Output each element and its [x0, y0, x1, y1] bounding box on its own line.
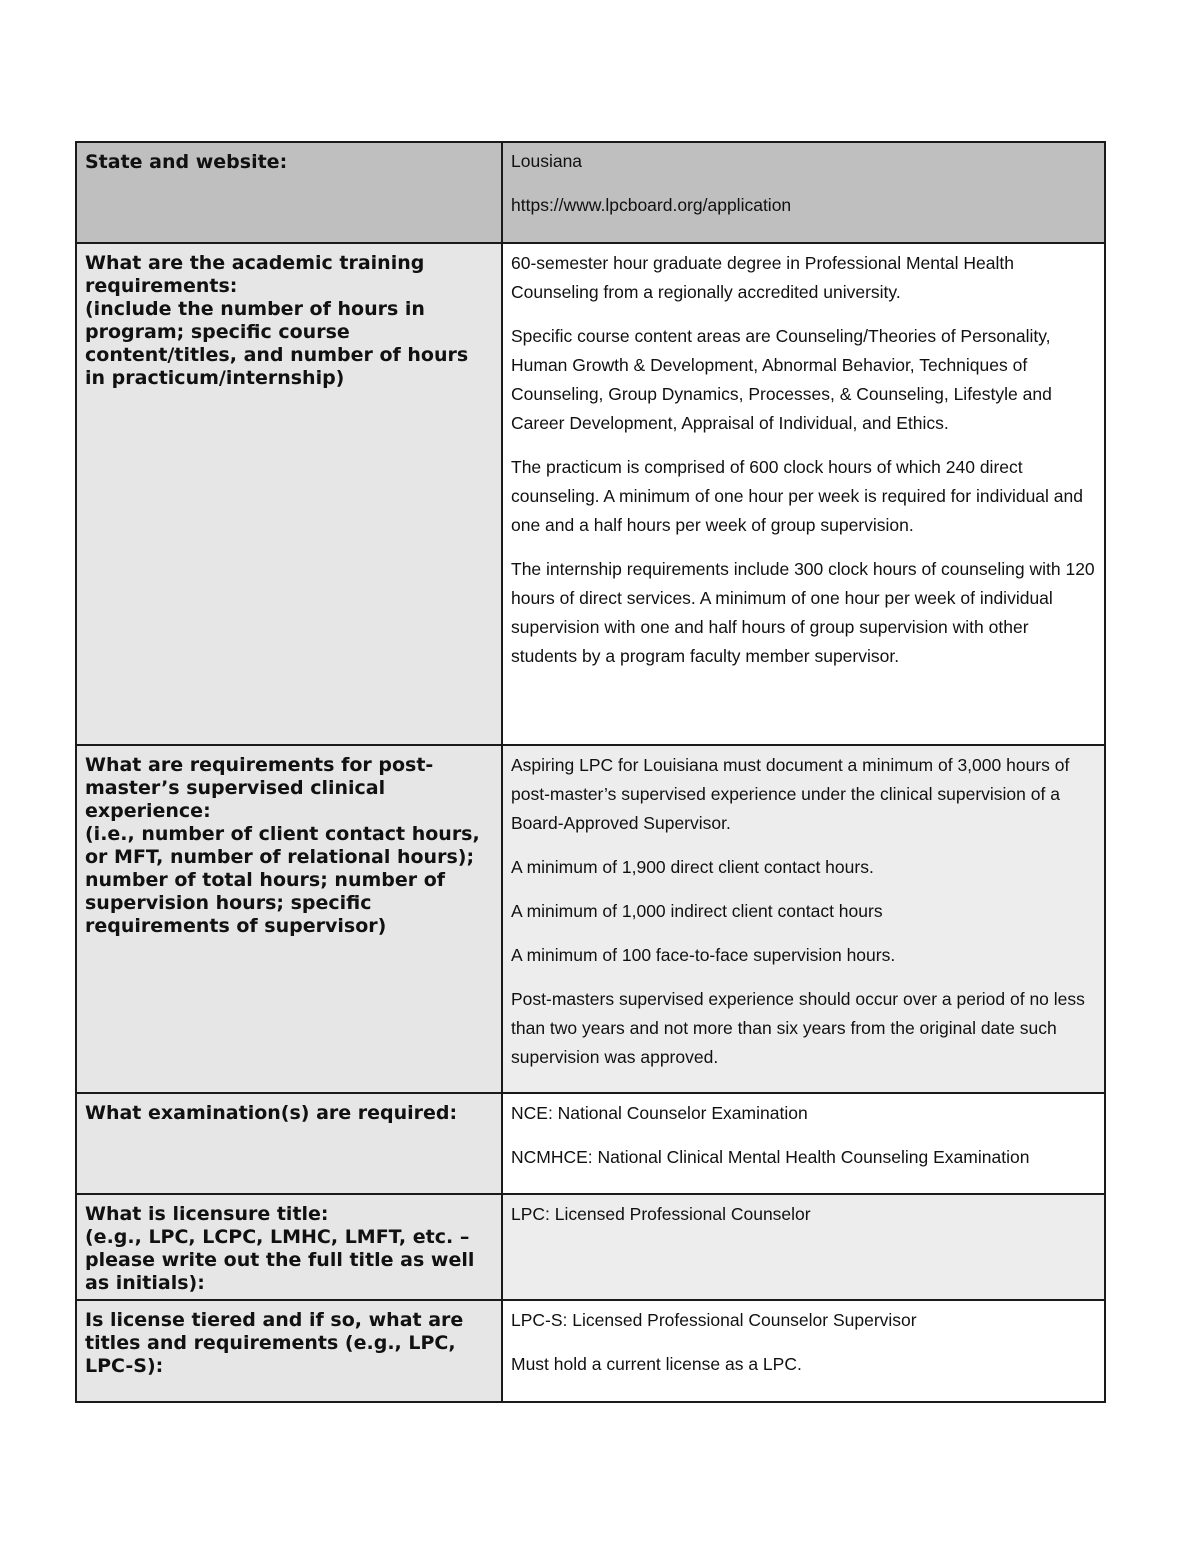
answer-paragraph: A minimum of 1,900 direct client contact hours.	[511, 857, 874, 877]
question-text: What is licensure title: (e.g., LPC, LCPC, LMHC, LMFT, etc. – please write out the full title as well as initials):	[85, 1203, 475, 1294]
answer-list	[503, 746, 1104, 1072]
question-text: What are the academic training requirements: (include the number of hours in program; specific course content/titles, and number of hours in practicum/internship)	[85, 252, 469, 389]
question-text: Is license tiered and if so, what are titles and requirements (e.g., LPC, LPC-S):	[85, 1309, 464, 1377]
answer-list	[503, 244, 1104, 671]
table-row	[76, 1093, 1105, 1194]
question-text: What are requirements for post-master’s supervised clinical experience: (i.e., number of client contact hours, or MFT, number of relational hours); number of total hours; number of supervision hours; specific requirements of supervisor)	[85, 754, 480, 937]
question-cell	[76, 1093, 502, 1194]
table-row	[76, 1194, 1105, 1300]
question-text: State and website:	[85, 151, 288, 173]
answer-paragraph: A minimum of 1,000 indirect client contact hours	[511, 901, 883, 921]
table-row	[76, 243, 1105, 745]
answer-list	[503, 1301, 1104, 1379]
answer-paragraph: The practicum is comprised of 600 clock hours of which 240 direct counseling. A minimum of one hour per week is required for individual and one and a half hours per week of group supervision.	[511, 457, 1083, 535]
answer-paragraph: NCMHCE: National Clinical Mental Health Counseling Examination	[511, 1147, 1030, 1167]
answer-cell	[502, 1300, 1105, 1402]
answer-cell	[502, 1093, 1105, 1194]
answer-paragraph: NCE: National Counselor Examination	[511, 1103, 808, 1123]
answer-paragraph: Specific course content areas are Counseling/Theories of Personality, Human Growth & Development, Abnormal Behavior, Techniques of Counseling, Group Dynamics, Processes, & Counseling, Lifestyle and Career Development, Appraisal of Individual, and Ethics.	[511, 326, 1052, 433]
answer-paragraph: Aspiring LPC for Louisiana must document a minimum of 3,000 hours of post-master’s supervised experience under the clinical supervision of a Board-Approved Supervisor.	[511, 755, 1070, 833]
requirements-table	[75, 141, 1106, 1403]
answer-paragraph: Post-masters supervised experience should occur over a period of no less than two years and not more than six years from the original date such supervision was approved.	[511, 989, 1085, 1067]
answer-cell	[502, 243, 1105, 745]
answer-paragraph: A minimum of 100 face-to-face supervision hours.	[511, 945, 896, 965]
answer-paragraph: The internship requirements include 300 clock hours of counseling with 120 hours of direct services. A minimum of one hour per week of individual supervision with one and half hours of group supervision with other students by a program faculty member supervisor.	[511, 559, 1095, 666]
question-cell	[76, 243, 502, 745]
question-cell	[76, 142, 502, 243]
question-text: What examination(s) are required:	[85, 1102, 458, 1124]
question-cell	[76, 745, 502, 1093]
answer-paragraph: Lousiana	[511, 151, 583, 171]
answer-cell	[502, 1194, 1105, 1300]
answer-paragraph: LPC-S: Licensed Professional Counselor Supervisor	[511, 1310, 917, 1330]
question-cell	[76, 1300, 502, 1402]
table-body	[76, 142, 1105, 1402]
answer-paragraph: https://www.lpcboard.org/application	[511, 195, 792, 215]
answer-paragraph: LPC: Licensed Professional Counselor	[511, 1204, 811, 1224]
answer-cell	[502, 745, 1105, 1093]
table-row	[76, 745, 1105, 1093]
table-row	[76, 1300, 1105, 1402]
answer-list	[503, 1094, 1104, 1172]
answer-paragraph: 60-semester hour graduate degree in Professional Mental Health Counseling from a regionally accredited university.	[511, 253, 1014, 302]
question-cell	[76, 1194, 502, 1300]
answer-paragraph: Must hold a current license as a LPC.	[511, 1354, 802, 1374]
answer-list	[503, 143, 1104, 220]
answer-list	[503, 1195, 1104, 1229]
table-row	[76, 142, 1105, 243]
answer-cell	[502, 142, 1105, 243]
